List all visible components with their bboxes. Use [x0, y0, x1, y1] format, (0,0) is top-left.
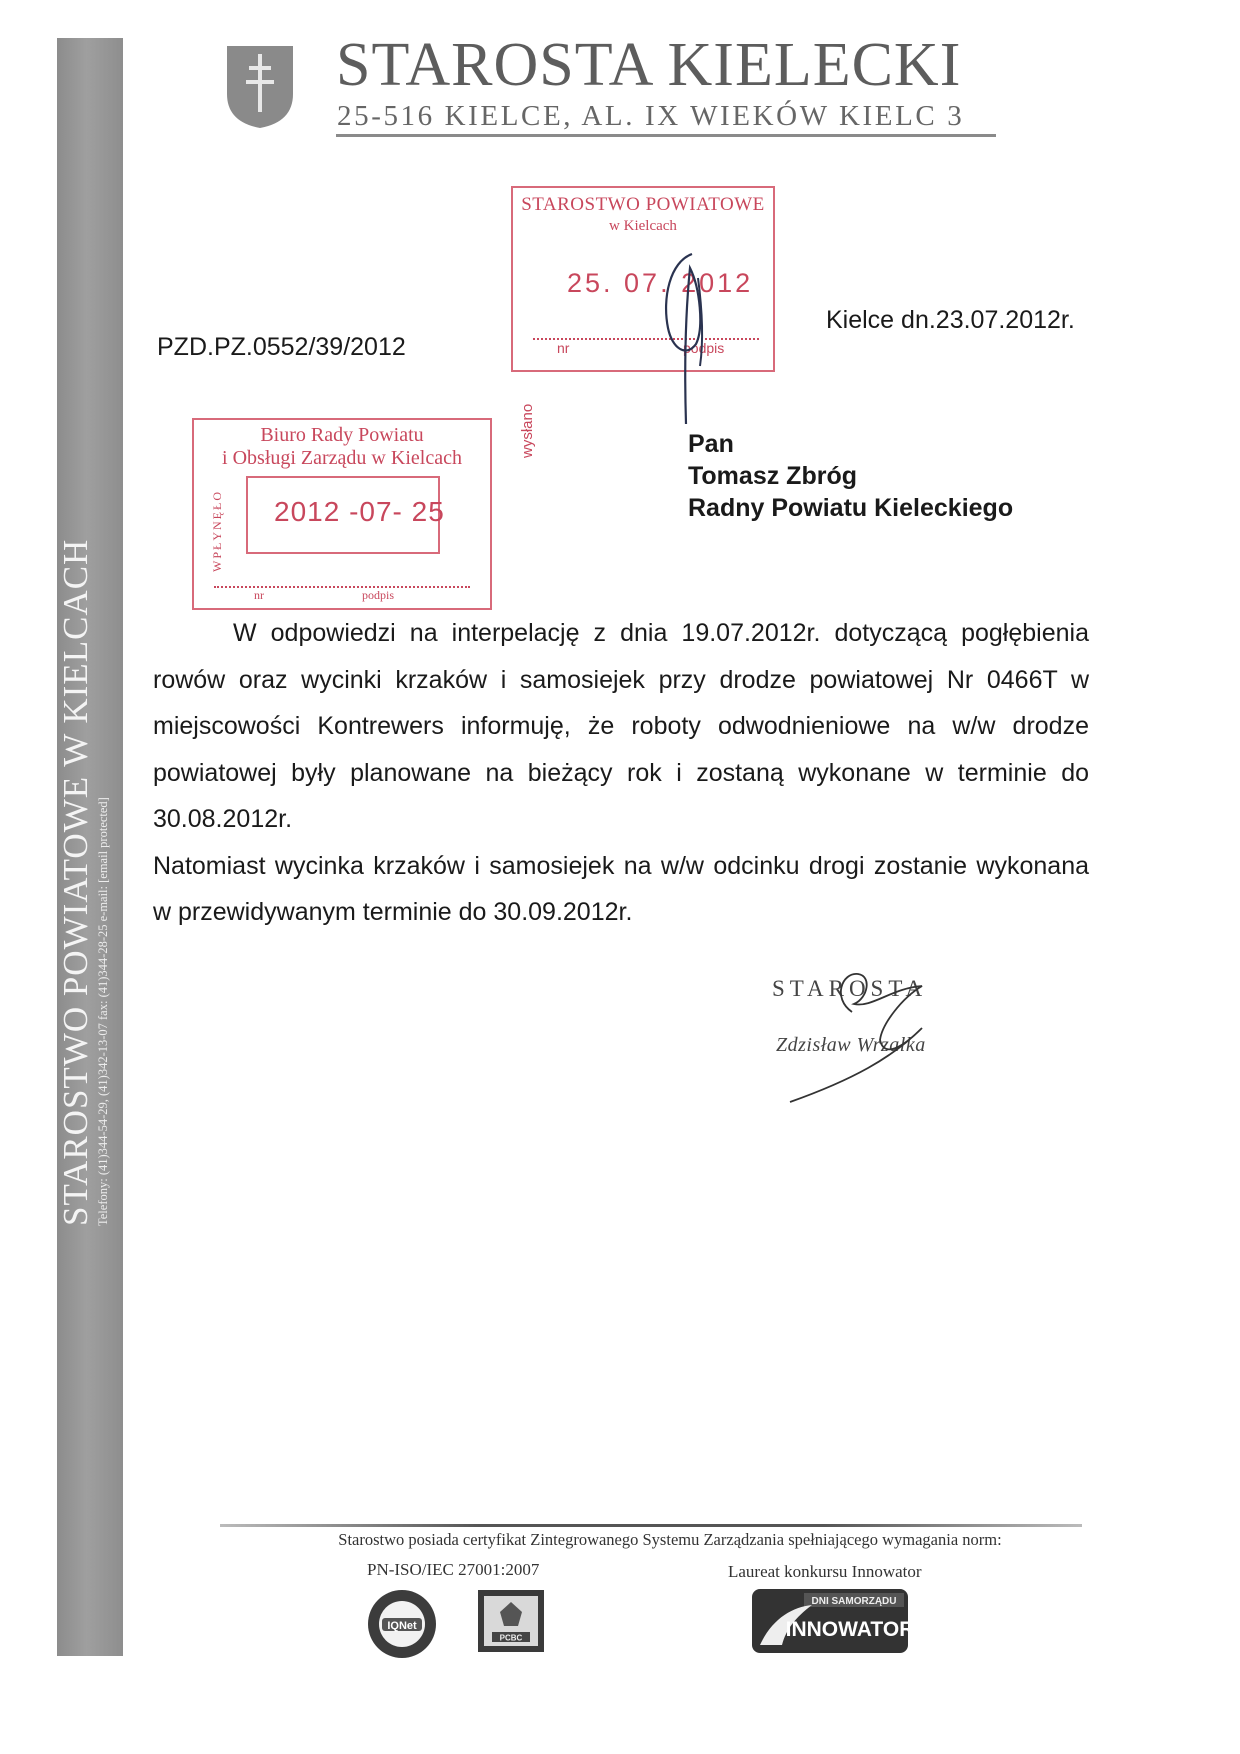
stamp-received-nr: nr — [254, 588, 264, 602]
handwritten-signature — [772, 968, 972, 1108]
side-band-text — [57, 40, 123, 1240]
stamp-received-podpis: podpis — [362, 588, 395, 602]
pcbc-logo-text: PCBC — [499, 1633, 523, 1643]
letterhead-rule — [336, 134, 996, 137]
stamp-sent-title: STAROSTWO POWIATOWE — [521, 194, 765, 215]
innowator-logo-icon — [752, 1589, 908, 1653]
signature-role: STAROSTA — [772, 976, 928, 1001]
letter-paragraph-2: Natomiast wycinka krzaków i samosiejek na w/w odcinku drogi zostanie wykonana w przewidywanym terminie do 30.09.2012r. — [153, 851, 1089, 926]
signature-name: Zdzisław Wrzałka — [776, 1034, 926, 1056]
side-band-contact: Telefony: (41)344-54-29, (41)342-13-07 fax: (41)344-28-25 e-mail: [email protected] — [96, 797, 110, 1226]
letterhead-address: 25-516 KIELCE, AL. IX WIEKÓW KIELC 3 — [337, 100, 965, 132]
innowator-logo-top-text: DNI SAMORZĄDU — [811, 1596, 897, 1607]
stamp-received-date-box — [246, 476, 445, 554]
reference-number: PZD.PZ.0552/39/2012 — [157, 333, 406, 361]
footer-norm: PN-ISO/IEC 27001:2007 — [367, 1560, 540, 1579]
letter-body — [153, 610, 1089, 936]
stamp-received-side-label: WPŁYNĘŁO — [210, 490, 224, 572]
letter-paragraph-1: W odpowiedzi na interpelację z dnia 19.07.2012r. dotyczącą pogłębienia rowów oraz wycinki krzaków i samosiejek przy drodze powiatowej Nr 0466T w miejscowości Kontrewers informuję, że roboty odwodnieniowe na w/w drodze powiatowej były planowane na bieżący rok i zostaną wykonane w terminie do 30.08.2012r. — [153, 619, 1089, 833]
stamp-received-dotted-line — [214, 586, 470, 588]
stamp-received — [192, 418, 492, 610]
stamp-received-line1: Biuro Rady Powiatu — [260, 424, 424, 446]
stamp-sent-side-label: wysłano — [519, 403, 536, 458]
side-band-title: STAROSTWO POWIATOWE W KIELCACH — [56, 538, 95, 1226]
pcbc-logo-icon — [478, 1590, 544, 1652]
addressee-name: Tomasz Zbróg — [688, 462, 857, 490]
iqnet-logo-text: IQNet — [387, 1620, 417, 1632]
footer-certificate-text: Starostwo posiada certyfikat Zintegrowanego Systemu Zarządzania spełniającego wymagania norm: — [338, 1530, 1002, 1549]
iqnet-logo-icon — [366, 1588, 438, 1660]
stamp-sent-subtitle: w Kielcach — [609, 218, 677, 234]
addressee-block — [688, 428, 1013, 524]
innowator-logo-main-text: INNOWATOR — [785, 1618, 908, 1641]
footer-laureat: Laureat konkursu Innowator — [728, 1562, 922, 1581]
addressee-salutation: Pan — [688, 430, 734, 458]
stamp-received-line2: i Obsługi Zarządu w Kielcach — [222, 447, 462, 469]
addressee-title: Radny Powiatu Kieleckiego — [688, 494, 1014, 522]
place-and-date: Kielce dn.23.07.2012r. — [826, 306, 1075, 334]
footer-rule — [220, 1524, 1082, 1527]
signature-block — [772, 968, 972, 1108]
stamp-sent-podpis: podpis — [683, 340, 725, 356]
letterhead-title: STAROSTA KIELECKI — [336, 31, 962, 99]
stamp-received-date: 2012 -07- 25 — [274, 496, 445, 527]
handwritten-initial — [640, 248, 720, 448]
coat-of-arms-icon — [225, 42, 295, 130]
stamp-sent-date: 25. 07. 2012 — [567, 268, 754, 298]
stamp-sent-nr: nr — [557, 340, 570, 356]
